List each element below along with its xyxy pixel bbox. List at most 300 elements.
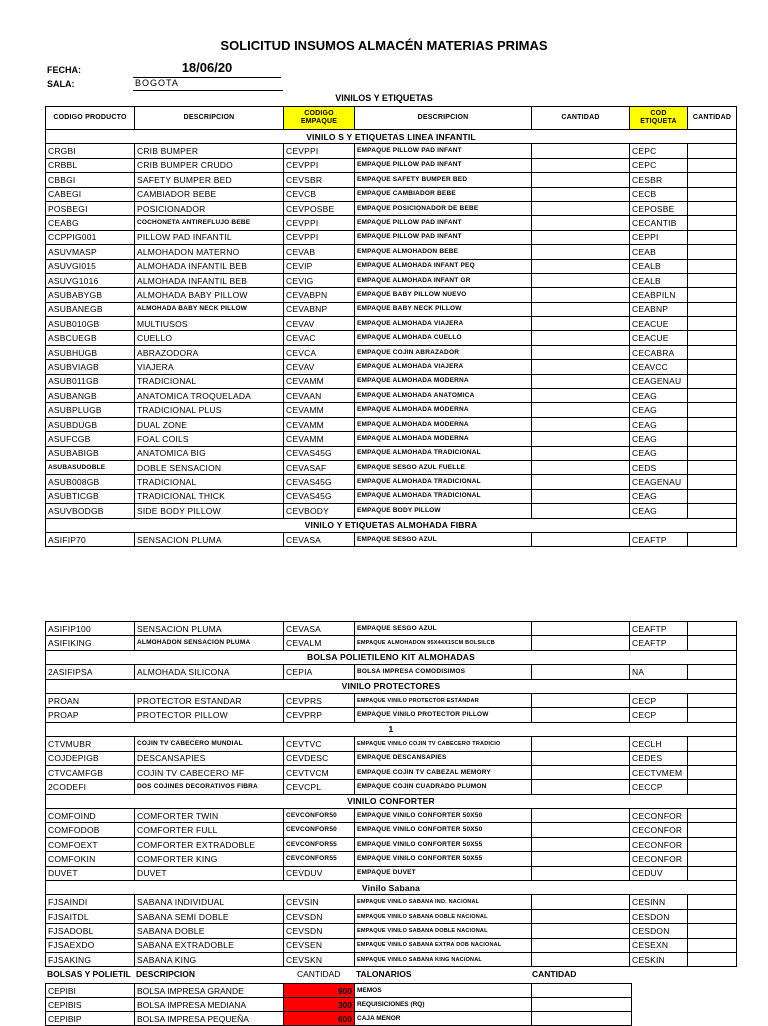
bolsas-col-desc: DESCRIPCION [136,969,196,979]
quantity-cell[interactable] [532,417,630,431]
quantity-cell[interactable] [532,924,630,938]
product-description: SABANA INDIVIDUAL [135,895,284,909]
label-quantity-cell[interactable] [688,317,737,331]
product-code: ASIFIP70 [46,532,135,546]
label-code: CEAG [630,432,688,446]
label-code: CEPC [630,158,688,172]
product-description: DUVET [135,866,284,880]
label-code: CECONFOR [630,823,688,837]
section-title: VINILO Y ETIQUETAS ALMOHADA FIBRA [46,518,737,532]
sala-label: SALA: [47,79,75,89]
quantity-cell[interactable] [532,751,630,765]
product-description: DESCANSAPIES [135,751,284,765]
product-code: ASUBANGB [46,389,135,403]
package-code: CEVASA [284,622,355,636]
package-code: CEVSBR [284,173,355,187]
label-quantity-cell[interactable] [688,751,737,765]
section-row [46,518,737,532]
quantity-cell[interactable] [532,852,630,866]
package-description: EMPAQUE ALMOHADA VIAJERA [355,360,532,374]
bolsas-table [45,983,632,1026]
label-quantity-cell[interactable] [688,403,737,417]
label-quantity-cell[interactable] [688,187,737,201]
package-code: CEVAMM [284,403,355,417]
product-code: CRBBL [46,158,135,172]
product-code: ASBCUEGB [46,331,135,345]
fecha-value[interactable]: 18/06/20 [133,60,281,78]
package-code: CEVAS45G [284,489,355,503]
product-description: TRADICIONAL THICK [135,489,284,503]
table-row [46,302,737,316]
bolsas-col-talonarios: TALONARIOS [356,969,412,979]
quantity-cell[interactable] [532,245,630,259]
quantity-cell[interactable] [532,158,630,172]
quantity-cell[interactable] [532,809,630,823]
package-description: EMPAQUE SESGO AZUL [355,622,532,636]
table-row [46,403,737,417]
quantity-cell[interactable] [532,622,630,636]
package-code: CEVSDN [284,909,355,923]
product-description: ANATOMICA BIG [135,446,284,460]
package-code: CEVCONFOR55 [284,837,355,851]
quantity-cell[interactable] [532,432,630,446]
label-quantity-cell[interactable] [688,259,737,273]
quantity-cell[interactable] [532,866,630,880]
package-description: EMPAQUE VINILO CONFORTER 50X50 [355,809,532,823]
product-code: ASUFCGB [46,432,135,446]
label-code: CEABPILN [630,288,688,302]
label-code: CESINN [630,895,688,909]
label-quantity-cell[interactable] [688,780,737,794]
label-quantity-cell[interactable] [688,952,737,966]
label-quantity-cell[interactable] [688,158,737,172]
label-code: CEPOSBE [630,201,688,215]
label-quantity-cell[interactable] [688,173,737,187]
quantity-cell[interactable] [532,475,630,489]
label-code: CEACUE [630,331,688,345]
quantity-cell[interactable] [532,532,630,546]
package-code: CEVAC [284,331,355,345]
product-description: VIAJERA [135,360,284,374]
label-code: CECONFOR [630,852,688,866]
product-code: ASIFIKING [46,636,135,650]
bolsa-quantity[interactable]: 600 [284,1012,355,1026]
package-description: EMPAQUE VINILO PROTECTOR PILLOW [355,708,532,722]
quantity-cell[interactable] [532,273,630,287]
table-row [46,823,737,837]
quantity-cell[interactable] [532,446,630,460]
section-title: Vinilo Sabana [46,881,737,895]
quantity-cell[interactable] [532,665,630,679]
quantity-cell[interactable] [532,504,630,518]
label-quantity-cell[interactable] [688,345,737,359]
talonario-quantity[interactable] [532,998,632,1012]
label-quantity-cell[interactable] [688,852,737,866]
label-quantity-cell[interactable] [688,475,737,489]
quantity-cell[interactable] [532,460,630,474]
label-code: CEDS [630,460,688,474]
package-code: CEVAMM [284,417,355,431]
product-description: COMFORTER EXTRADOBLE [135,837,284,851]
section-title: VINILO S Y ETIQUETAS LINEA INFANTIL [46,130,737,144]
product-description: SENSACION PLUMA [135,532,284,546]
package-code: CEVAV [284,360,355,374]
talonario-quantity[interactable] [532,1012,632,1026]
label-quantity-cell[interactable] [688,144,737,158]
product-description: PROTECTOR PILLOW [135,708,284,722]
quantity-cell[interactable] [532,187,630,201]
product-code: ASUBASUDOBLE [46,460,135,474]
product-code: ASUVGI015 [46,259,135,273]
label-quantity-cell[interactable] [688,489,737,503]
label-quantity-cell[interactable] [688,765,737,779]
package-code: CEVCB [284,187,355,201]
label-quantity-cell[interactable] [688,636,737,650]
product-description: ALMOHADA BABY NECK PILLOW [135,302,284,316]
package-code: CEVASA [284,532,355,546]
label-quantity-cell[interactable] [688,331,737,345]
table-row [46,245,737,259]
talonario-quantity[interactable] [532,984,632,998]
label-quantity-cell[interactable] [688,432,737,446]
product-code: PROAP [46,708,135,722]
package-code: CEVDUV [284,866,355,880]
talonario-name: CAJA MENOR [355,1012,532,1026]
product-description: TRADICIONAL [135,475,284,489]
package-description: EMPAQUE PILLOW PAD INFANT [355,158,532,172]
quantity-cell[interactable] [532,823,630,837]
table-row [46,374,737,388]
product-description: COJIN TV CABECERO MF [135,765,284,779]
label-quantity-cell[interactable] [688,909,737,923]
package-code: CEVABPN [284,288,355,302]
quantity-cell[interactable] [532,895,630,909]
table-row [46,693,737,707]
table-row [46,144,737,158]
column-header: CODIGO PRODUCTO [46,107,135,130]
label-code: CEAG [630,389,688,403]
label-quantity-cell[interactable] [688,245,737,259]
label-quantity-cell[interactable] [688,938,737,952]
label-code: NA [630,665,688,679]
label-quantity-cell[interactable] [688,665,737,679]
table-row [46,460,737,474]
package-code: CEVAS45G [284,446,355,460]
product-code: ASUVMASP [46,245,135,259]
label-quantity-cell[interactable] [688,895,737,909]
quantity-cell[interactable] [532,317,630,331]
label-code: CEAG [630,417,688,431]
quantity-cell[interactable] [532,331,630,345]
product-code: ASUBABIGB [46,446,135,460]
label-code: CESEXN [630,938,688,952]
product-description: ALMOHADON MATERNO [135,245,284,259]
package-code: CEVAMM [284,432,355,446]
product-description: CUELLO [135,331,284,345]
product-description: SABANA DOBLE [135,924,284,938]
package-code: CEVPPI [284,158,355,172]
label-quantity-cell[interactable] [688,389,737,403]
label-quantity-cell[interactable] [688,302,737,316]
table-row [46,765,737,779]
table-row [46,446,737,460]
label-quantity-cell[interactable] [688,446,737,460]
quantity-cell[interactable] [532,345,630,359]
product-code: ASUVG1016 [46,273,135,287]
table-row [46,201,737,215]
product-description: CRIB BUMPER [135,144,284,158]
package-code: CEPIA [284,665,355,679]
product-code: COMFOKIN [46,852,135,866]
package-description: EMPAQUE ALMOHADA VIAJERA [355,317,532,331]
quantity-cell[interactable] [532,780,630,794]
bolsa-quantity[interactable]: 900 [284,984,355,998]
product-description: POSICIONADOR [135,201,284,215]
label-code: CEAGENAU [630,374,688,388]
package-code: CEVCONFOR50 [284,809,355,823]
table-row [46,216,737,230]
quantity-cell[interactable] [532,259,630,273]
package-description: EMPAQUE BODY PILLOW [355,504,532,518]
label-code: CECONFOR [630,809,688,823]
table-row [46,895,737,909]
package-code: CEVALM [284,636,355,650]
product-code: ASUBHUGB [46,345,135,359]
table-row [46,909,737,923]
product-code: FJSAEXDO [46,938,135,952]
package-code: CEVPOSBE [284,201,355,215]
product-description: SABANA SEMI DOBLE [135,909,284,923]
package-description: EMPAQUE VINILO COJIN TV CABECERO TRADICIO [355,737,532,751]
product-code: ASUVBODGB [46,504,135,518]
quantity-cell[interactable] [532,403,630,417]
product-code: ASUBTICGB [46,489,135,503]
label-code: CECONFOR [630,837,688,851]
label-quantity-cell[interactable] [688,809,737,823]
quantity-cell[interactable] [532,693,630,707]
quantity-cell[interactable] [532,489,630,503]
product-code: CTVCAMFGB [46,765,135,779]
vinilos-table-bottom [45,621,737,967]
label-code: CEDUV [630,866,688,880]
bolsa-code: CEPIBIP [46,1012,135,1026]
table-row [46,360,737,374]
bolsa-description: BOLSA IMPRESA GRANDE [135,984,284,998]
package-code: CEVSIN [284,895,355,909]
label-quantity-cell[interactable] [688,201,737,215]
package-description: EMPAQUE ALMOHADA INFANT GR [355,273,532,287]
package-description: EMPAQUE VINILO PROTECTOR ESTÁNDAR [355,693,532,707]
label-quantity-cell[interactable] [688,460,737,474]
product-code: ASUBANEGB [46,302,135,316]
package-description: EMPAQUE SAFETY BUMPER BED [355,173,532,187]
product-code: FJSAITDL [46,909,135,923]
package-description: EMPAQUE COJIN TV CABEZAL MEMORY [355,765,532,779]
label-code: CECLH [630,737,688,751]
label-code: CECP [630,693,688,707]
label-quantity-cell[interactable] [688,823,737,837]
label-quantity-cell[interactable] [688,737,737,751]
product-description: ALMOHADON SENSACION PLUMA [135,636,284,650]
product-description: COMFORTER TWIN [135,809,284,823]
label-quantity-cell[interactable] [688,273,737,287]
package-description: EMPAQUE SESGO AZUL [355,532,532,546]
product-code: COMFOEXT [46,837,135,851]
quantity-cell[interactable] [532,737,630,751]
label-quantity-cell[interactable] [688,216,737,230]
product-code: ASUB011GB [46,374,135,388]
quantity-cell[interactable] [532,216,630,230]
quantity-cell[interactable] [532,173,630,187]
quantity-cell[interactable] [532,952,630,966]
column-header: CANTIDAD [532,107,630,130]
quantity-cell[interactable] [532,938,630,952]
package-description: EMPAQUE COJIN CUADRADO PLUMON [355,780,532,794]
section-row [46,722,737,736]
table-row [46,708,737,722]
bolsa-quantity[interactable]: 300 [284,998,355,1012]
quantity-cell[interactable] [532,636,630,650]
product-description: SABANA EXTRADOBLE [135,938,284,952]
label-quantity-cell[interactable] [688,924,737,938]
package-code: CEVCONFOR55 [284,852,355,866]
label-code: CEAFTP [630,622,688,636]
vinilos-table-top [45,106,737,547]
label-code: CEALB [630,273,688,287]
quantity-cell[interactable] [532,837,630,851]
package-description: EMPAQUE VINILO CONFORTER 50X55 [355,852,532,866]
table-row [46,331,737,345]
sala-value[interactable]: BOGOTA [133,78,283,91]
package-code: CEVIG [284,273,355,287]
column-header: DESCRIPCION [135,107,284,130]
table-row [46,158,737,172]
table-row [46,737,737,751]
table-row [46,938,737,952]
package-description: EMPAQUE COJIN ABRAZADOR [355,345,532,359]
package-code: CEVSDN [284,924,355,938]
quantity-cell[interactable] [532,765,630,779]
package-code: CEVDESC [284,751,355,765]
bolsas-col-code: BOLSAS Y POLIETIL [47,969,131,979]
table-row [46,187,737,201]
bolsa-code: CEPIBIS [46,998,135,1012]
section-row [46,650,737,664]
label-code: CECB [630,187,688,201]
package-description: EMPAQUE ALMOHADA TRADICIONAL [355,489,532,503]
column-header: CODIGO EMPAQUE [284,107,355,130]
label-quantity-cell[interactable] [688,417,737,431]
quantity-cell[interactable] [532,374,630,388]
package-code: CEVIP [284,259,355,273]
package-code: CEVPPI [284,230,355,244]
package-description: EMPAQUE BABY NECK PILLOW [355,302,532,316]
product-code: POSBEGI [46,201,135,215]
product-code: CEABG [46,216,135,230]
package-code: CEVCONFOR50 [284,823,355,837]
product-description: SENSACION PLUMA [135,622,284,636]
label-quantity-cell[interactable] [688,693,737,707]
label-quantity-cell[interactable] [688,866,737,880]
table-row [46,532,737,546]
table-row [46,952,737,966]
table-row [46,809,737,823]
label-code: CEPC [630,144,688,158]
package-description: EMPAQUE ALMOHADA MODERNA [355,432,532,446]
table-row [46,432,737,446]
package-description: EMPAQUE PILLOW PAD INFANT [355,230,532,244]
product-description: PILLOW PAD INFANTIL [135,230,284,244]
quantity-cell[interactable] [532,389,630,403]
product-code: ASUBPLUGB [46,403,135,417]
product-description: ABRAZODORA [135,345,284,359]
product-code: ASIFIP100 [46,622,135,636]
product-description: COCHONETA ANTIREFLUJO BEBE [135,216,284,230]
label-code: CECABRA [630,345,688,359]
package-description: EMPAQUE VINILO SABANA KING NACIONAL [355,952,532,966]
package-code: CEVSKN [284,952,355,966]
package-description: EMPAQUE POSICIONADOR DE BEBE [355,201,532,215]
package-code: CEVAS45G [284,475,355,489]
quantity-cell[interactable] [532,708,630,722]
label-quantity-cell[interactable] [688,532,737,546]
table-row [46,389,737,403]
package-description: EMPAQUE ALMOHADA TRADICIONAL [355,475,532,489]
product-code: FJSAINDI [46,895,135,909]
label-quantity-cell[interactable] [688,708,737,722]
label-code: CEAB [630,245,688,259]
table-row [46,780,737,794]
label-quantity-cell[interactable] [688,622,737,636]
quantity-cell[interactable] [532,302,630,316]
package-code: CEVAB [284,245,355,259]
quantity-cell[interactable] [532,201,630,215]
quantity-cell[interactable] [532,360,630,374]
label-quantity-cell[interactable] [688,837,737,851]
section-title: VINILO PROTECTORES [46,679,737,693]
label-quantity-cell[interactable] [688,360,737,374]
package-code: CEVPRS [284,693,355,707]
bolsa-description: BOLSA IMPRESA PEQUEÑA [135,1012,284,1026]
product-description: COMFORTER FULL [135,823,284,837]
label-code: CESDON [630,924,688,938]
product-code: ASUB008GB [46,475,135,489]
quantity-cell[interactable] [532,144,630,158]
package-description: EMPAQUE VINILO SABANA IND. NACIONAL [355,895,532,909]
package-description: EMPAQUE ALMOHADA ANATOMICA [355,389,532,403]
product-description: MULTIUSOS [135,317,284,331]
package-description: EMPAQUE VINILO SABANA DOBLE NACIONAL [355,909,532,923]
quantity-cell[interactable] [532,230,630,244]
label-quantity-cell[interactable] [688,288,737,302]
section-title: VINILOS Y ETIQUETAS [335,93,433,103]
table-row [46,489,737,503]
product-description: ALMOHADA INFANTIL BEB [135,273,284,287]
bolsas-col-qty2: CANTIDAD [532,969,577,979]
package-description: EMPAQUE VINILO SABANA EXTRA DOB NACIONAL [355,938,532,952]
label-code: CEAG [630,504,688,518]
quantity-cell[interactable] [532,909,630,923]
product-description: DUAL ZONE [135,417,284,431]
label-quantity-cell[interactable] [688,504,737,518]
product-description: PROTECTOR ESTANDAR [135,693,284,707]
quantity-cell[interactable] [532,288,630,302]
label-quantity-cell[interactable] [688,230,737,244]
page-title: SOLICITUD INSUMOS ALMACÉN MATERIAS PRIMAS [220,38,548,53]
label-quantity-cell[interactable] [688,374,737,388]
product-description: DOBLE SENSACION [135,460,284,474]
package-description: EMPAQUE ALMOHADON 95X44X15CM BOLSILCB [355,636,532,650]
